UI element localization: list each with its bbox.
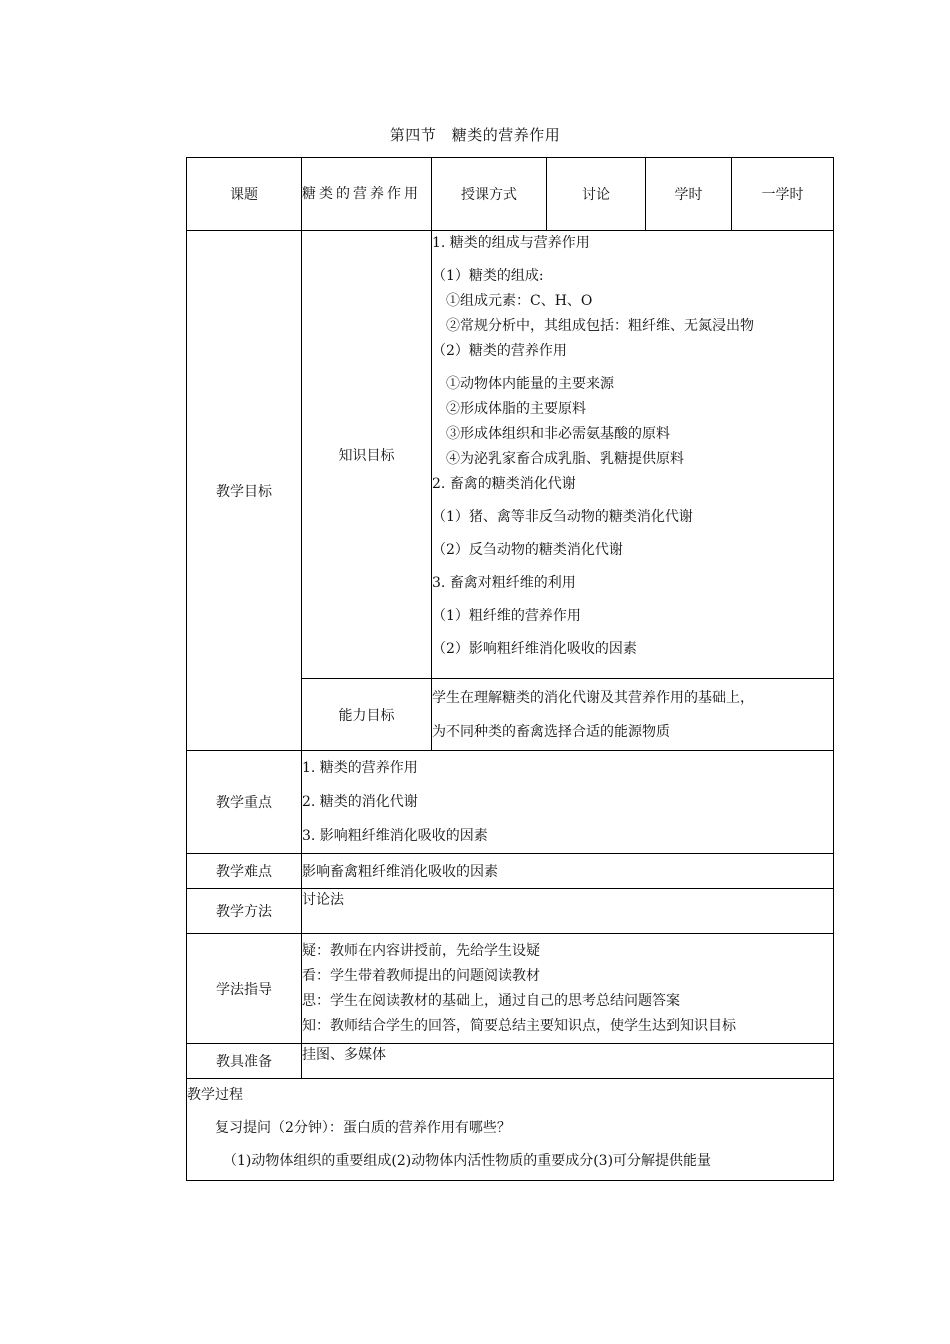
- difficulty-value: 影响畜禽粗纤维消化吸收的因素: [302, 854, 834, 889]
- knowledge-row: [187, 231, 834, 679]
- tools-value: 挂图、多媒体: [302, 1044, 834, 1079]
- knowledge-line: ①组成元素：C、H、O: [446, 293, 593, 309]
- knowledge-line: 3. 畜禽对粗纤维的利用: [432, 575, 576, 591]
- knowledge-label: 知识目标: [302, 231, 432, 679]
- knowledge-line: （2）糖类的营养作用: [432, 343, 567, 359]
- focus-line: 2. 糖类的消化代谢: [302, 794, 418, 810]
- knowledge-line: （2）影响粗纤维消化吸收的因素: [432, 641, 637, 657]
- tools-label: 教具准备: [187, 1044, 302, 1079]
- topic-label: 课题: [187, 158, 302, 231]
- ability-content: [432, 679, 834, 751]
- guidance-line: 思：学生在阅读教材的基础上，通过自己的思考总结问题答案: [302, 992, 680, 1009]
- focus-row: [187, 751, 834, 854]
- ability-line: 学生在理解糖类的消化代谢及其营养作用的基础上，: [432, 689, 754, 706]
- guidance-line: 看：学生带着教师提出的问题阅读教材: [302, 967, 540, 984]
- knowledge-line: （1）猪、禽等非反刍动物的糖类消化代谢: [432, 509, 693, 525]
- guidance-label: 学法指导: [187, 934, 302, 1044]
- lesson-plan-table: [186, 157, 834, 1181]
- method-value: 讨论法: [302, 889, 834, 934]
- method-row: [187, 889, 834, 934]
- mode-value: 讨论: [547, 158, 646, 231]
- knowledge-line: 2. 畜禽的糖类消化代谢: [432, 476, 576, 492]
- knowledge-line: 1. 糖类的组成与营养作用: [432, 235, 590, 251]
- method-label: 教学方法: [187, 889, 302, 934]
- process-answer: （1)动物体组织的重要组成(2)动物体内活性物质的重要成分(3)可分解提供能量: [223, 1153, 712, 1169]
- knowledge-line: ③形成体组织和非必需氨基酸的原料: [446, 426, 670, 442]
- tools-row: [187, 1044, 834, 1079]
- focus-line: 1. 糖类的营养作用: [302, 760, 418, 776]
- knowledge-content: [432, 231, 834, 679]
- guidance-content: [302, 934, 834, 1044]
- process-review: 复习提问（2分钟）：蛋白质的营养作用有哪些？: [215, 1120, 511, 1136]
- process-row: [187, 1079, 834, 1181]
- process-content: [187, 1079, 834, 1181]
- knowledge-line: （1）糖类的组成:: [432, 268, 544, 284]
- knowledge-line: ①动物体内能量的主要来源: [446, 376, 614, 392]
- focus-label: 教学重点: [187, 751, 302, 854]
- difficulty-row: [187, 854, 834, 889]
- knowledge-line: （1）粗纤维的营养作用: [432, 608, 581, 624]
- process-label: 教学过程: [187, 1087, 243, 1103]
- focus-line: 3. 影响粗纤维消化吸收的因素: [302, 828, 488, 844]
- knowledge-line: ④为泌乳家畜合成乳脂、乳糖提供原料: [446, 451, 684, 467]
- focus-content: [302, 751, 834, 854]
- topic-value: 糖类的营养作用: [302, 158, 432, 231]
- page-title: 第四节 糖类的营养作用: [389, 126, 561, 144]
- hours-value: 一学时: [732, 158, 834, 231]
- knowledge-line: ②形成体脂的主要原料: [446, 401, 586, 417]
- ability-line: 为不同种类的畜禽选择合适的能源物质: [432, 723, 670, 740]
- knowledge-line: （2）反刍动物的糖类消化代谢: [432, 542, 623, 558]
- mode-label: 授课方式: [432, 158, 547, 231]
- difficulty-label: 教学难点: [187, 854, 302, 889]
- header-row: [187, 158, 834, 231]
- guidance-line: 疑：教师在内容讲授前，先给学生设疑: [302, 942, 540, 959]
- guidance-row: [187, 934, 834, 1044]
- ability-label: 能力目标: [302, 679, 432, 751]
- knowledge-line: ②常规分析中，其组成包括：粗纤维、无氮浸出物: [446, 318, 754, 334]
- hours-label: 学时: [646, 158, 732, 231]
- guidance-line: 知：教师结合学生的回答，简要总结主要知识点，使学生达到知识目标: [302, 1017, 736, 1034]
- objectives-label: 教学目标: [187, 231, 302, 751]
